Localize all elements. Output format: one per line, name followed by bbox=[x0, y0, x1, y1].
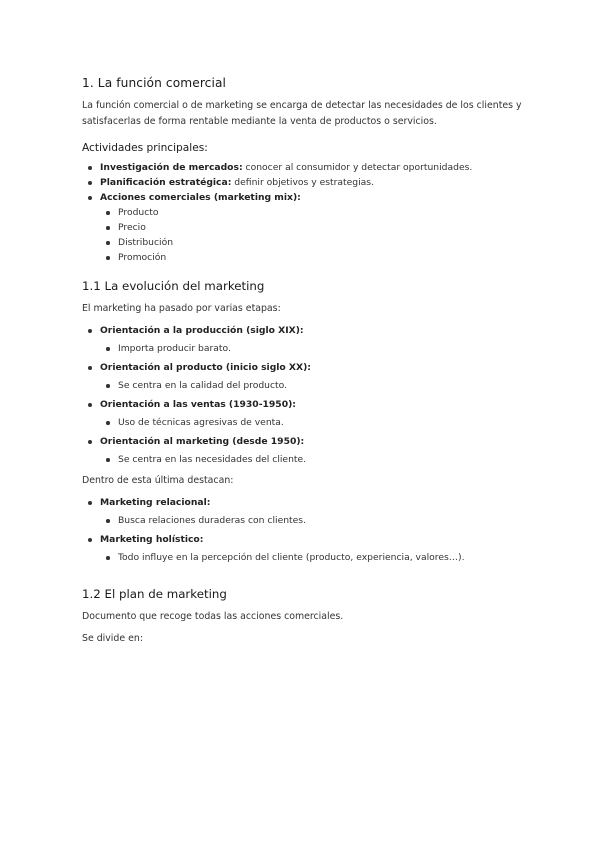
item-label: Marketing holístico: bbox=[100, 534, 204, 545]
list-item bbox=[82, 360, 550, 375]
item-label: Marketing relacional: bbox=[100, 497, 211, 508]
list-item bbox=[82, 397, 550, 412]
item-text: conocer al consumidor y detectar oportunidades. bbox=[242, 162, 473, 173]
section-plan-marketing bbox=[82, 587, 550, 647]
section-title: 1.1 La evolución del marketing bbox=[82, 279, 265, 293]
sub-list-item: Precio bbox=[82, 220, 550, 235]
sub-list-item: Se centra en las necesidades del cliente. bbox=[82, 452, 550, 467]
list-item bbox=[82, 160, 550, 175]
item-label: Orientación al marketing (desde 1950): bbox=[100, 436, 305, 447]
sub-list-item: Producto bbox=[82, 205, 550, 220]
item-label: Investigación de mercados: bbox=[100, 162, 243, 173]
item-text: definir objetivos y estrategias. bbox=[231, 177, 375, 188]
stages-list bbox=[82, 323, 550, 467]
highlights-list bbox=[82, 495, 550, 565]
item-label: Acciones comerciales (marketing mix): bbox=[100, 192, 301, 203]
list-item bbox=[82, 495, 550, 510]
item-label: Orientación a las ventas (1930-1950): bbox=[100, 399, 296, 410]
sub-list-item: Se centra en la calidad del producto. bbox=[82, 378, 550, 393]
list-item bbox=[82, 175, 550, 190]
sub-list-item: Busca relaciones duraderas con clientes. bbox=[82, 513, 550, 528]
section-intro: Documento que recoge todas las acciones comerciales. bbox=[82, 611, 344, 622]
divides-text: Se divide en: bbox=[82, 633, 143, 644]
section-evolucion-marketing bbox=[82, 279, 550, 565]
sub-list-item: Distribución bbox=[82, 235, 550, 250]
activities-list bbox=[82, 160, 550, 265]
item-label: Planificación estratégica: bbox=[100, 177, 232, 188]
sub-list-item: Todo influye en la percepción del cliente (producto, experiencia, valores…). bbox=[82, 550, 550, 565]
list-item bbox=[82, 190, 550, 205]
section-title: 1.2 El plan de marketing bbox=[82, 587, 227, 601]
sub-list-item: Importa producir barato. bbox=[82, 341, 550, 356]
section-funcion-comercial bbox=[82, 76, 550, 265]
list-item bbox=[82, 434, 550, 449]
item-label: Orientación al producto (inicio siglo XX): bbox=[100, 362, 311, 373]
activities-title: Actividades principales: bbox=[82, 142, 208, 154]
section-intro: La función comercial o de marketing se encarga de detectar las necesidades de los clientes y satisfacerlas de forma rentable mediante la venta de productos o servicios. bbox=[82, 100, 522, 127]
section-intro: El marketing ha pasado por varias etapas: bbox=[82, 303, 281, 314]
list-item bbox=[82, 532, 550, 547]
section-title: 1. La función comercial bbox=[82, 76, 227, 90]
sub-list-item: Uso de técnicas agresivas de venta. bbox=[82, 415, 550, 430]
list-item bbox=[82, 323, 550, 338]
highlight-intro: Dentro de esta última destacan: bbox=[82, 475, 234, 486]
sub-list-item: Promoción bbox=[82, 250, 550, 265]
item-label: Orientación a la producción (siglo XIX): bbox=[100, 325, 304, 336]
